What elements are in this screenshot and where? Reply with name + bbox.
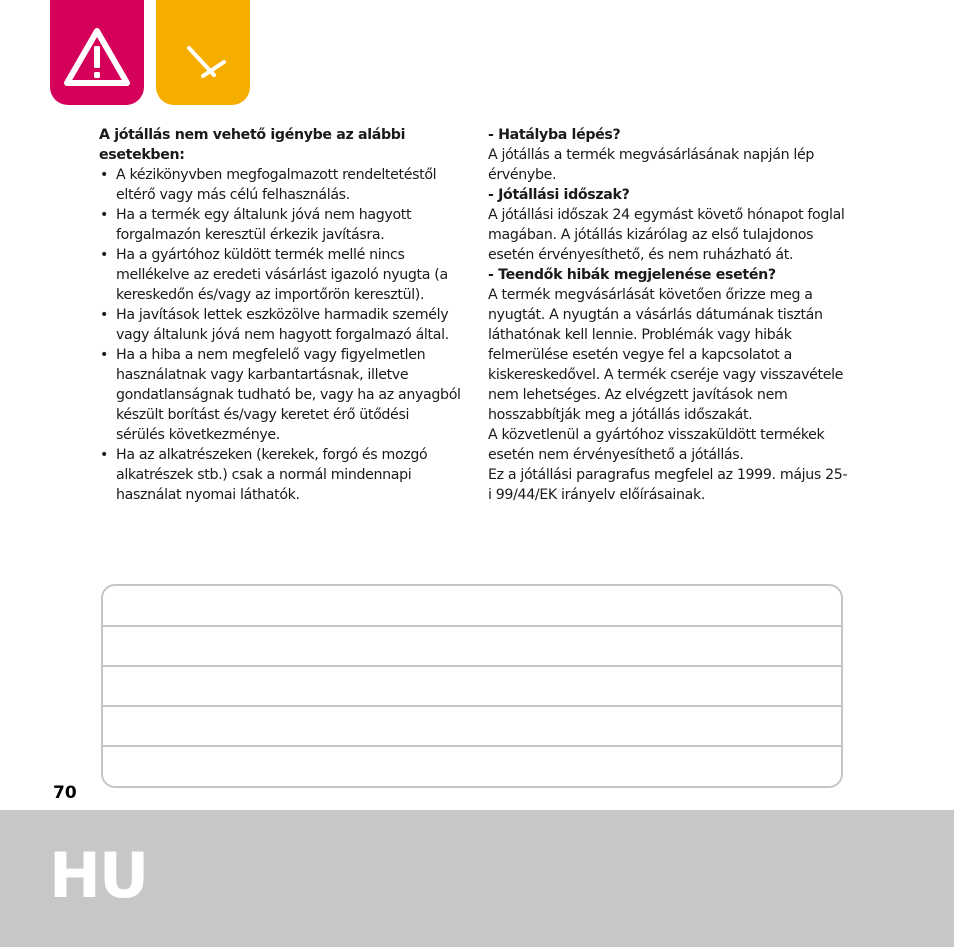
warranty-period-text: A jótállási időszak 24 egymást követő hónapot foglal magában. A jótállás kizárólag az első tulajdonos esetén érvényesíthető, és nem ruházható át. [488,207,845,263]
list-item: • Ha az alkatrészeken (kerekek, forgó és mozgó alkatrészek stb.) csak a normál mindennapi használat nyomai láthatók. [99,445,461,505]
form-line [103,705,841,707]
list-item: • Ha a gyártóhoz küldött termék mellé nincs mellékelve az eredeti vásárlást igazoló nyugta (a kereskedőn és/vagy az importőrön keresztül). [99,245,461,305]
manufacturer-return-text: A közvetlenül a gyártóhoz visszaküldött termékek esetén nem érvényesíthető a jótállás. [488,427,825,463]
warning-triangle-icon [50,0,144,105]
defect-procedure-heading: - Teendők hibák megjelenése esetén? [488,267,776,283]
defect-procedure-text: A termék megvásárlását követően őrizze meg a nyugtát. A nyugtán a vásárlás dátumának tisztán láthatónak kell lennie. Problémák vagy hibák felmerülése esetén vegye fel a kapcsolatot a kiskereskedővel. A termék cseréje vagy visszavétele nem lehetséges. Az elvégzett javítások nem hosszabbítják meg a jótállás időszakát. [488,287,844,423]
effective-date-text: A jótállás a termék megvásárlásának napján lép érvénybe. [488,147,815,183]
warranty-info-column [488,125,850,505]
warning-tab [50,0,144,105]
effective-date-heading: - Hatályba lépés? [488,127,621,143]
list-item: • Ha a hiba a nem megfelelő vagy figyelmetlen használatnak vagy karbantartásnak, illetve gondatlanságnak tudható be, vagy ha az anyagból készült borítást és/vagy keretet érő ütődési sérülés következménye. [99,345,461,445]
form-line [103,745,841,747]
exclusions-list [99,165,461,505]
warranty-exclusions-column [99,125,461,505]
form-line [103,665,841,667]
warranty-form-box [101,584,843,788]
language-code: HU [49,839,148,912]
exclusions-heading: A jótállás nem vehető igénybe az alábbi esetekben: [99,127,406,163]
warranty-period-heading: - Jótállási időszak? [488,187,630,203]
directive-compliance-text: Ez a jótállási paragrafus megfelel az 1999. május 25-i 99/44/EK irányelv előírásainak. [488,467,848,503]
list-item: • A kézikönyvben megfogalmazott rendeltetéstől eltérő vagy más célú felhasználás. [99,165,461,205]
list-item: • Ha javítások lettek eszközölve harmadik személy vagy általunk jóvá nem hagyott forgalmazó által. [99,305,461,345]
form-line [103,625,841,627]
hammer-icon [156,0,250,105]
page-number: 70 [53,783,77,803]
tool-tab [156,0,250,105]
list-item: • Ha a termék egy általunk jóvá nem hagyott forgalmazón keresztül érkezik javításra. [99,205,461,245]
